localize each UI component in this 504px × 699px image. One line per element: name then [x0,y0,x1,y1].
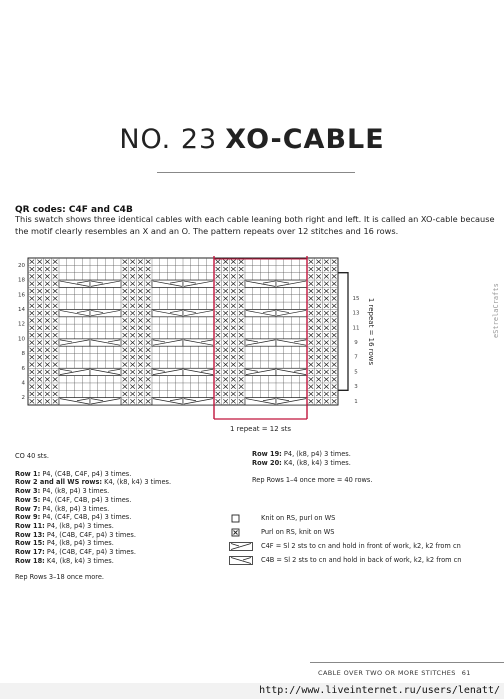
repeat-right-text: Rep Rows 1–4 once more = 40 rows. [252,476,373,485]
cast-on-text: CO 40 sts. [15,452,49,460]
row-number-right: 5 [354,369,358,376]
source-url: http://www.liveinternet.ru/users/lenatt/ [259,685,500,696]
stitch-repeat-label: 1 repeat = 12 sts [230,425,291,433]
row-number-right: 13 [352,310,360,317]
row-number-right: 1 [354,398,358,405]
legend-text: C4B = Sl 2 sts to cn and hold in back of work, k2, k2 from cn [261,556,462,564]
row-text: P4, (k8, p4) 3 times. [44,521,114,530]
row-label: Row 9: [15,513,41,522]
row-label: Row 1: [15,469,41,478]
row-text: P4, (k8, p4) 3 times. [44,539,114,548]
instruction-row [15,470,171,479]
instruction-row [15,531,171,540]
instruction-row [15,478,171,487]
row-text: K4, (k8, k4) 3 times. [281,458,351,467]
row-number-right: 9 [354,340,358,347]
page-title [0,124,504,155]
title-divider [157,172,355,173]
row-label: Row 5: [15,495,41,504]
instructions-right [252,450,372,485]
instruction-row [15,513,171,522]
instruction-row [15,539,171,548]
footer-section: CABLE OVER TWO OR MORE STITCHES [318,669,456,677]
row-number-left: 14 [18,306,25,313]
legend-text: Knit on RS, purl on WS [261,514,336,522]
legend-item [229,553,461,567]
row-number-left: 10 [18,336,25,343]
row-label: Row 17: [15,548,45,557]
knitting-chart [8,254,375,434]
row-repeat-label: 1 repeat = 16 rows [367,297,375,366]
row-number-left: 6 [21,365,25,372]
row-text: K4, (k8, k4) 3 times. [44,556,114,565]
row-label: Row 18: [15,556,45,565]
row-number-left: 4 [21,380,25,387]
row-label: Row 7: [15,504,41,513]
footer-divider [310,662,504,663]
c4b-icon [229,556,253,565]
legend-text: Purl on RS, knit on WS [261,528,335,536]
page-footer [318,669,471,677]
row-number-right: 11 [352,325,360,332]
row-text: P4, (k8, p4) 3 times. [40,504,110,513]
pattern-number: NO. 23 [119,124,218,155]
qr-codes-heading: QR codes: C4F and C4B [15,205,133,215]
row-label: Row 2 and all WS rows: [15,478,103,487]
row-number-left: 16 [18,292,25,299]
empty-square-icon [229,514,253,523]
legend-text: C4F = Sl 2 sts to cn and hold in front of work, k2, k2 from cn [261,542,461,550]
row-number-left: 8 [21,351,25,358]
legend-item [229,539,461,553]
chart-legend [229,511,461,567]
instructions-left [15,452,171,582]
instruction-row [15,548,171,557]
side-credit: eStrelaCrafts [492,283,500,338]
row-text: P4, (C4B, C4F, p4) 3 times. [44,548,136,557]
row-number-left: 20 [18,262,25,269]
row-text: P4, (k8, p4) 3 times. [281,450,351,458]
row-label: Row 11: [15,521,45,530]
row-label: Row 15: [15,539,45,548]
row-text: P4, (k8, p4) 3 times. [40,487,110,496]
legend-item [229,525,461,539]
page-number: 61 [461,669,471,677]
row-number-right: 3 [354,384,358,391]
row-number-left: 12 [18,321,25,328]
instruction-row [15,505,171,514]
description-text: This swatch shows three identical cables with each cable leaning both right and left. It is called an XO-cable because the motif clearly resembles an X and an O. The pattern repeats over 12 stitches and 16 rows. [15,214,495,236]
instruction-row [252,450,372,459]
row-text: P4, (C4B, C4F, p4) 3 times. [40,469,132,478]
instruction-row [15,522,171,531]
instruction-row [15,496,171,505]
repeat-left-text: Rep Rows 3–18 once more. [15,573,105,582]
instruction-row [15,557,171,566]
row-repeat-bracket [338,273,348,391]
c4f-icon [229,542,253,551]
row-number-right: 15 [352,295,360,302]
row-number-right: 7 [354,354,358,361]
row-label: Row 19: [252,450,282,458]
row-label: Row 13: [15,530,45,539]
row-label: Row 20: [252,458,282,467]
row-number-left: 2 [21,395,25,402]
instruction-row [15,487,171,496]
instruction-row [252,459,372,468]
row-text: P4, (C4B, C4F, p4) 3 times. [44,530,136,539]
legend-item [229,511,461,525]
x-square-icon [229,528,253,537]
row-text: P4, (C4F, C4B, p4) 3 times. [40,513,132,522]
row-number-left: 18 [18,277,25,284]
pattern-name: XO-CABLE [225,124,385,155]
row-label: Row 3: [15,487,41,496]
row-text: K4, (k8, k4) 3 times. [102,478,172,487]
row-text: P4, (C4F, C4B, p4) 3 times. [40,495,132,504]
